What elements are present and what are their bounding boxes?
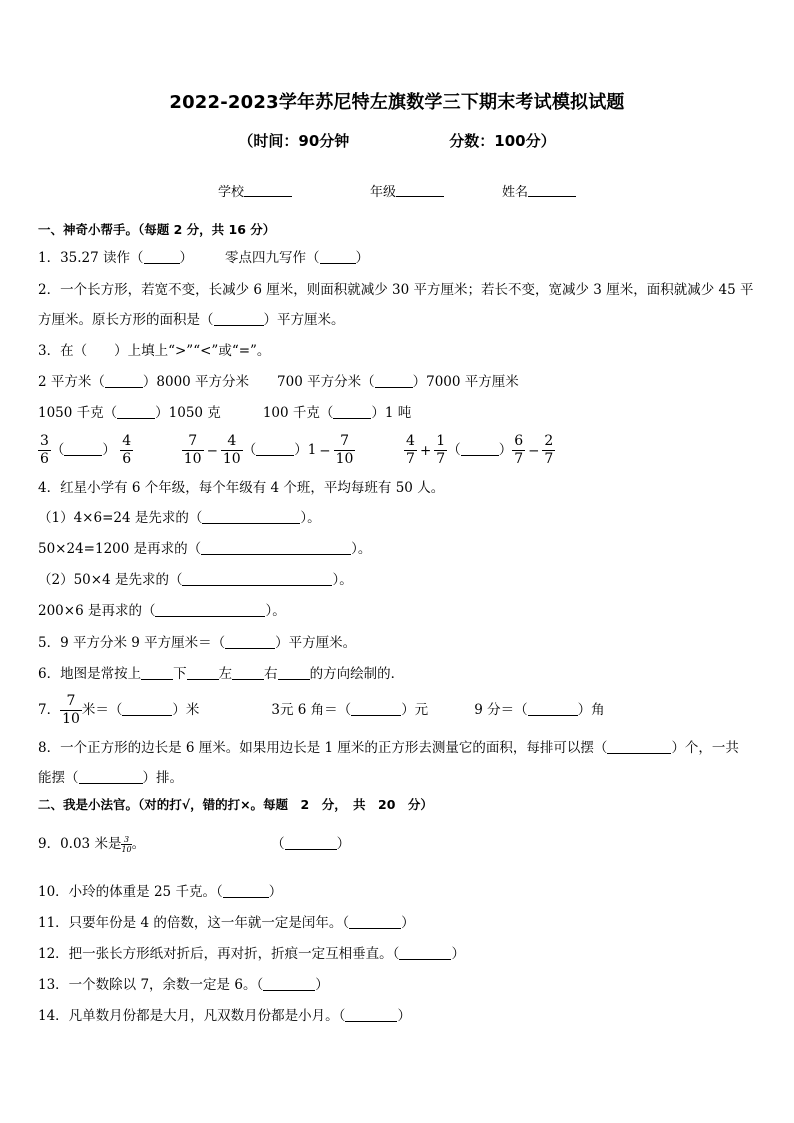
q9-answer-blank[interactable] xyxy=(285,836,337,850)
fraction-1-7: $\frac{1}{7}$ xyxy=(436,433,446,467)
question-5: 5．9 平方分米 9 平方厘米＝（ ）平方厘米。 xyxy=(38,635,357,651)
question-3-intro: 3．在（ ）上填上“>”“<”或“=”。 xyxy=(38,343,271,359)
question-7: 7． $\frac{7}{10}$ 米＝（ ）米 3元 6 角＝（ ）元 9 分＝（ ）角 xyxy=(38,693,605,727)
q3-r2-blank-2[interactable] xyxy=(333,405,371,419)
student-info xyxy=(0,181,794,200)
q4-b1-blank[interactable] xyxy=(182,572,332,586)
fraction-7-10-b: $\frac{7}{10}$ xyxy=(335,433,354,467)
question-4-a1: （1）4×6=24 是先求的（ ）。 xyxy=(38,510,321,526)
question-8-line-2: 能摆（ ）排。 xyxy=(38,770,183,786)
q3-r1-text-d: ）7000 平方厘米 xyxy=(412,374,519,390)
section-heading-2: 二、我是小法官。（对的打√，错的打×。每题 2 分， 共 20 分） xyxy=(38,797,433,812)
fraction-2-7: $\frac{2}{7}$ xyxy=(544,433,554,467)
q14-answer-blank[interactable] xyxy=(345,1008,397,1022)
name-label: 姓名 xyxy=(502,185,529,200)
q6-blank-3[interactable] xyxy=(232,666,264,680)
question-14: 14．凡单数月份都是大月，凡双数月份都是小月。（ ） xyxy=(38,1008,411,1024)
q6-blank-4[interactable] xyxy=(278,666,310,680)
q4-a1-blank[interactable] xyxy=(202,510,300,524)
q3-r1-blank-1[interactable] xyxy=(105,374,143,388)
q1-text-a: 1．35.27 读作（ xyxy=(38,250,144,266)
q6-blank-1[interactable] xyxy=(141,666,173,680)
question-8-line-1: 8．一个正方形的边长是 6 厘米。如果用边长是 1 厘米的正方形去测量它的面积，每排可以摆（ ）个，一共 xyxy=(38,740,739,756)
q2-text-b: ）平方厘米。 xyxy=(263,312,345,328)
fraction-7-10-q7: $\frac{7}{10}$ xyxy=(62,693,80,727)
page-title: 2022-2023学年苏尼特左旗数学三下期末考试模拟试题 xyxy=(169,92,625,113)
question-11: 11．只要年份是 4 的倍数，这一年就一定是闰年。（ ） xyxy=(38,915,415,931)
q3-r2-text-a: 1050 千克（ xyxy=(38,405,118,421)
exam-score: 分数：100分） xyxy=(449,132,556,150)
q13-answer-blank[interactable] xyxy=(263,977,315,991)
q1-answer-blank-1[interactable] xyxy=(144,250,180,264)
fraction-4-10: $\frac{4}{10}$ xyxy=(222,433,241,467)
q3-r2-text-d: ）1 吨 xyxy=(371,405,412,421)
question-13: 13．一个数除以 7，余数一定是 6。（ ） xyxy=(38,977,329,993)
q3-r3-blank-2[interactable] xyxy=(256,442,294,456)
exam-time: （时间：90分钟 xyxy=(238,132,350,150)
grade-label: 年级 xyxy=(369,185,396,200)
fraction-4-7: $\frac{4}{7}$ xyxy=(406,433,415,467)
q3-r3-blank-1[interactable] xyxy=(64,442,102,456)
fraction-3-10-small: $\frac{3}{10}$ xyxy=(121,835,132,854)
question-3-row-3: $\frac{3}{6}$ （ ） $\frac{4}{6}$ $\frac{7}{10}$ − $\frac{4}{10}$ （ ）1 − $\frac{7}{10}$ $\frac{4}{7}$ + $\frac{1}{7}$ （ ） $\frac{6}{7}$ − $\frac{2}{7}$ xyxy=(40,433,554,467)
q11-answer-blank[interactable] xyxy=(349,915,401,929)
question-4-a2: 50×24=1200 是再求的（ ）。 xyxy=(38,541,372,557)
question-4-b2: 200×6 是再求的（ ）。 xyxy=(38,603,286,619)
question-3-row-2 xyxy=(38,403,411,423)
q6-blank-2[interactable] xyxy=(187,666,219,680)
q7-blank-2[interactable] xyxy=(351,702,401,716)
fraction-3-6: $\frac{3}{6}$ xyxy=(40,433,49,467)
school-blank[interactable] xyxy=(244,184,292,197)
q4-a2-blank[interactable] xyxy=(201,541,351,555)
q2-text-a: 方厘米。原长方形的面积是（ xyxy=(38,312,214,328)
question-10: 10．小玲的体重是 25 千克。（ ） xyxy=(38,884,283,900)
q3-r1-blank-2[interactable] xyxy=(375,374,413,388)
q1-text-b: ） xyxy=(179,250,194,266)
name-blank[interactable] xyxy=(528,184,576,197)
q7-blank-1[interactable] xyxy=(122,702,172,716)
question-4-b1: （2）50×4 是先求的（ ）。 xyxy=(38,572,353,588)
q12-answer-blank[interactable] xyxy=(399,946,451,960)
question-6: 6．地图是常按上 下 左 右 的方向绘制的． xyxy=(38,666,405,682)
q1-text-c: 零点四九写作（ xyxy=(225,250,320,266)
q3-r1-text-b: ）8000 平方分米 xyxy=(142,374,250,390)
school-label: 学校 xyxy=(217,185,244,200)
q8-blank-1[interactable] xyxy=(607,740,671,754)
fraction-6-7: $\frac{6}{7}$ xyxy=(514,433,524,467)
q10-answer-blank[interactable] xyxy=(223,884,269,898)
section-heading-1: 一、神奇小帮手。（每题 2 分，共 16 分） xyxy=(38,222,276,237)
q1-answer-blank-2[interactable] xyxy=(320,250,356,264)
question-2-line-2 xyxy=(38,310,345,330)
question-12: 12．把一张长方形纸对折后，再对折，折痕一定互相垂直。（ ） xyxy=(38,946,465,962)
q3-r2-text-b: ）1050 克 xyxy=(155,405,221,421)
q3-r2-text-c: 100 千克（ xyxy=(262,405,334,421)
q3-r2-blank-1[interactable] xyxy=(117,405,155,419)
q1-text-d: ） xyxy=(355,250,370,266)
question-1 xyxy=(38,248,369,268)
question-2-line-1: 2．一个长方形，若宽不变，长减少 6 厘米，则面积就减少 30 平方厘米；若长不变，宽减少 3 厘米，面积就减少 45 平 xyxy=(38,282,754,298)
grade-blank[interactable] xyxy=(396,184,444,197)
exam-meta xyxy=(0,130,794,151)
q3-r1-text-a: 2 平方米（ xyxy=(38,374,105,390)
q2-answer-blank[interactable] xyxy=(214,312,264,326)
q5-answer-blank[interactable] xyxy=(225,635,275,649)
question-9: 9．0.03 米是$\frac{3}{10}$ 。 （ ） xyxy=(38,835,351,854)
q3-r3-blank-3[interactable] xyxy=(461,442,499,456)
q3-r1-text-c: 700 平方分米（ xyxy=(277,374,375,390)
fraction-7-10: $\frac{7}{10}$ xyxy=(183,433,202,467)
q8-blank-2[interactable] xyxy=(79,770,143,784)
fraction-4-6: $\frac{4}{6}$ xyxy=(122,433,132,467)
q4-b2-blank[interactable] xyxy=(155,603,265,617)
question-3-row-1 xyxy=(38,372,519,392)
question-4-intro: 4．红星小学有 6 个年级，每个年级有 4 个班，平均每班有 50 人。 xyxy=(38,480,445,496)
q7-blank-3[interactable] xyxy=(528,702,578,716)
